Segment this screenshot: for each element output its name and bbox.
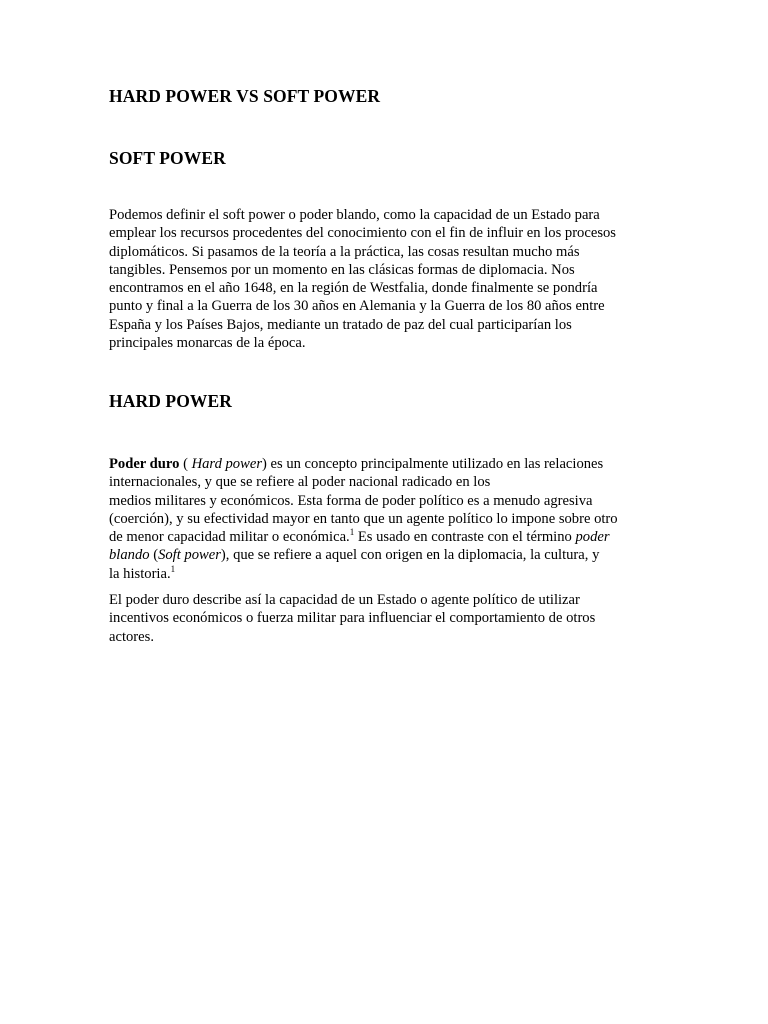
soft-power-heading: SOFT POWER <box>109 148 226 168</box>
text-line: incentivos económicos o fuerza militar para influenciar el comportamiento de otros <box>109 610 596 627</box>
text-fragment: de menor capacidad militar o económica. <box>109 529 350 546</box>
text-line: emplear los recursos procedentes del conocimiento con el fin de influir en los procesos <box>109 225 616 242</box>
text-line: encontramos en el año 1648, en la región de Westfalia, donde finalmente se pondría <box>109 280 598 297</box>
term-italic: Soft power <box>158 547 221 564</box>
text-fragment: ), que se refiere a aquel con origen en la diplomacia, la cultura, y <box>220 547 600 564</box>
hard-power-heading: HARD POWER <box>109 391 233 411</box>
text-line: actores. <box>109 628 154 645</box>
soft-power-paragraph <box>109 206 669 352</box>
text-line: principales monarcas de la época. <box>109 335 306 352</box>
text-line: (coerción), y su efectividad mayor en tanto que un agente político lo impone sobre otro <box>109 510 618 527</box>
term-italic: poder <box>575 529 610 546</box>
text-fragment: Es usado en contraste con el término <box>354 529 576 546</box>
hard-power-paragraph <box>109 455 669 583</box>
text-line: El poder duro describe así la capacidad de un Estado o agente político de utilizar <box>109 592 580 608</box>
text-line <box>109 565 669 583</box>
hard-power-paragraph-2 <box>109 591 669 646</box>
term-bold: Poder duro <box>109 456 180 472</box>
text-line: punto y final a la Guerra de los 30 años en Alemania y la Guerra de los 80 años entre <box>109 298 605 315</box>
footnote-ref: 1 <box>170 563 176 574</box>
text-line: tangibles. Pensemos por un momento en las clásicas formas de diplomacia. Nos <box>109 261 575 278</box>
text-line: internacionales, y que se refiere al poder nacional radicado en los <box>109 474 491 491</box>
footnote-ref: 1 <box>349 527 355 538</box>
text-line: medios militares y económicos. Esta forma de poder político es a menudo agresiva <box>109 492 593 509</box>
text-line: diplomáticos. Si pasamos de la teoría a la práctica, las cosas resultan mucho más <box>109 243 580 260</box>
text-line <box>109 455 669 473</box>
term-italic: blando <box>109 547 150 564</box>
text-fragment: la historia. <box>109 565 171 582</box>
text-line <box>109 546 669 564</box>
text-line: Podemos definir el soft power o poder blando, como la capacidad de un Estado para <box>109 207 600 223</box>
document-title: HARD POWER VS SOFT POWER <box>109 86 381 106</box>
text-fragment: ( <box>179 456 192 472</box>
term-italic: Hard power <box>191 456 262 472</box>
text-line: España y los Países Bajos, mediante un tratado de paz del cual participarían los <box>109 316 572 333</box>
text-fragment: ) es un concepto principalmente utilizado en las relaciones <box>262 456 604 472</box>
text-line <box>109 528 669 546</box>
text-fragment: ( <box>149 547 159 564</box>
